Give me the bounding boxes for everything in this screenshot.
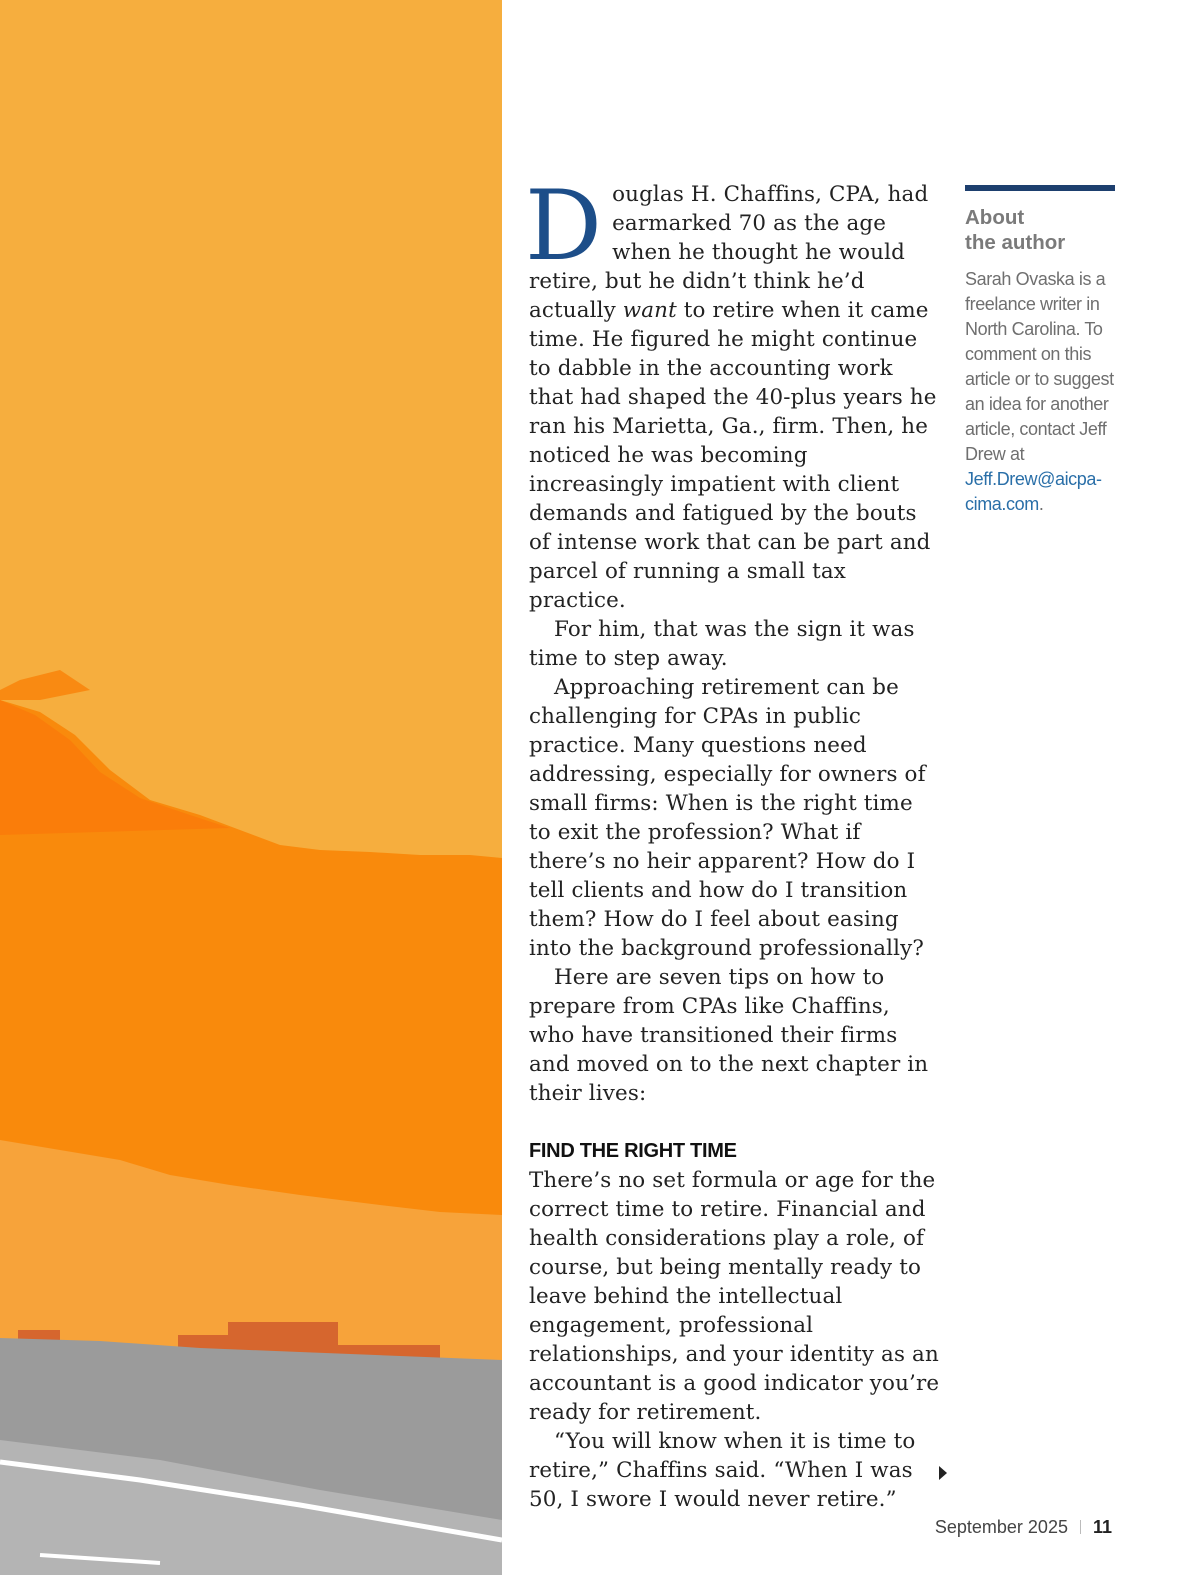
article-body xyxy=(525,170,941,1514)
about-author-sidebar xyxy=(965,185,1117,517)
sunset-road-illustration xyxy=(0,0,502,1575)
emphasis-text: want xyxy=(622,298,677,323)
article-paragraph xyxy=(525,170,941,615)
article-paragraph: Here are seven tips on how to prepare from CPAs like Chaffins, who have transitioned their firms and moved on to the next chapter in their lives: xyxy=(529,965,929,1106)
page-number: 11 xyxy=(1092,1517,1112,1537)
sunset-illustration-svg xyxy=(0,0,502,1575)
contact-email-link[interactable]: Jeff.Drew@aicpa-cima.com xyxy=(965,469,1102,514)
page-footer xyxy=(935,1517,1112,1538)
sidebar-title-line: About xyxy=(965,206,1025,229)
footer-divider xyxy=(1080,1520,1081,1534)
issue-date: September 2025 xyxy=(934,1517,1068,1537)
drop-cap: D xyxy=(525,170,603,282)
author-bio xyxy=(965,267,1117,517)
paragraph-text: to retire when it came time. He figured he might continue to dabble in the accounting work that had shaped the 40-plus years he ran his Marietta, Ga., firm. Then, he noticed he was becoming increasingly impatient with client demands and fatigued by the bouts of intense work that can be part and parcel of running a small tax practice. xyxy=(529,298,937,613)
article-paragraph: “You will know when it is time to retire,” Chaffins said. “When I was 50, I swore I would never retire.” xyxy=(529,1429,916,1512)
article-paragraph: There’s no set formula or age for the correct time to retire. Financial and health considerations play a role, of course, but being mentally ready to leave behind the intellectual engagement, professional relationships, and your identity as an accountant is a good indicator you’re ready for retirement. xyxy=(529,1168,940,1425)
sidebar-title-line: the author xyxy=(965,231,1066,254)
article-paragraph: Approaching retirement can be challenging for CPAs in public practice. Many questions need addressing, especially for owners of small firms: When is the right time to exit the profession? What if there’s no heir apparent? How do I tell clients and how do I transition them? How do I feel about easing into the background professionally? xyxy=(529,675,926,961)
continue-arrow-icon xyxy=(939,1466,947,1480)
article-paragraph: For him, that was the sign it was time to step away. xyxy=(529,617,915,671)
section-heading: FIND THE RIGHT TIME xyxy=(529,1140,737,1162)
sidebar-rule xyxy=(965,185,1115,191)
paragraph-text: ouglas H. Chaffins, CPA, had earmarked 70 as the age when he thought he would retire, but he didn’t think he’d actually xyxy=(529,182,929,323)
sidebar-title xyxy=(965,205,1117,255)
bio-period: . xyxy=(1038,494,1044,514)
author-bio-text: Sarah Ovaska is a freelance writer in North Carolina. To comment on this article or to suggest an idea for another article, contact Jeff Drew at xyxy=(965,269,1114,464)
